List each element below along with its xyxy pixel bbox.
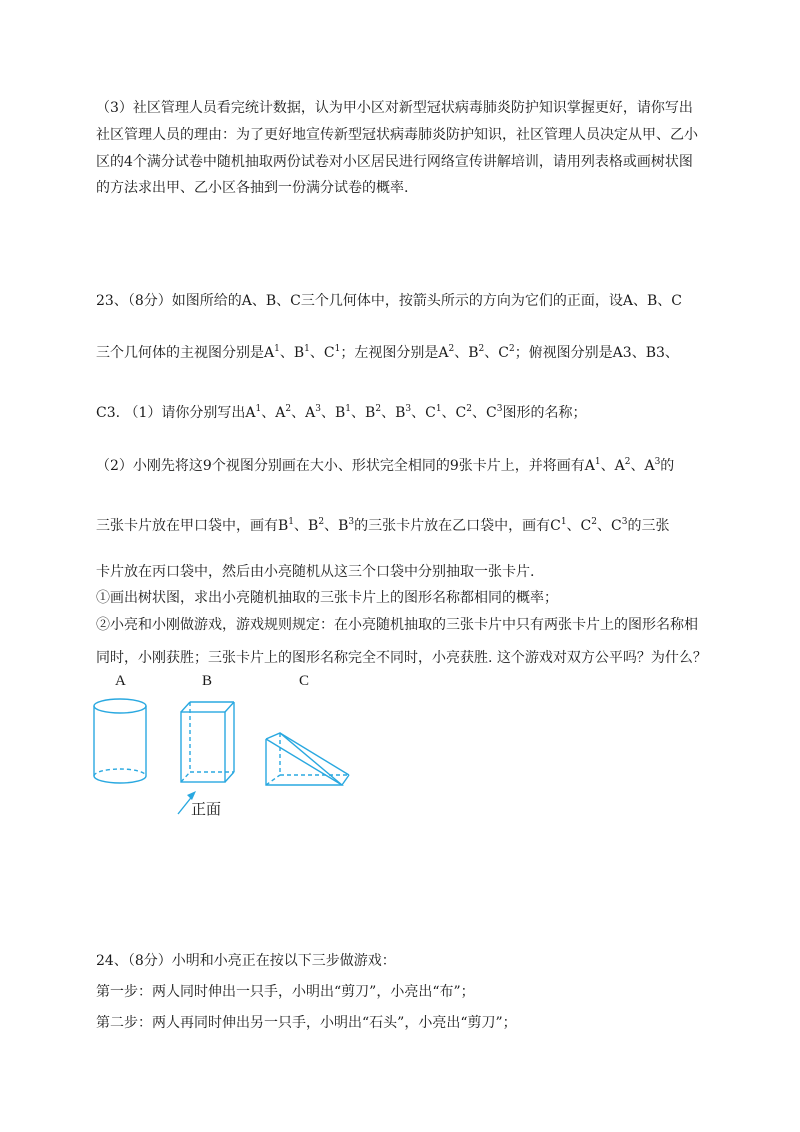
cylinder-a	[94, 699, 146, 783]
sup: 1	[594, 457, 601, 467]
q23-line6: 卡片放在丙口袋中，然后由小亮随机从这三个口袋中分别抽取一张卡片.	[96, 564, 535, 580]
letter: B	[293, 345, 305, 361]
letter: B	[365, 405, 376, 421]
sup: 3	[654, 457, 661, 467]
letter: B	[338, 518, 349, 534]
q23-line4-post: 的	[660, 458, 675, 474]
q22-part3-line1: （3）社区管理人员看完统计数据，认为甲小区对新型冠状病毒肺炎防护知识掌握更好，请你写出	[96, 100, 693, 116]
letter: C	[580, 518, 592, 534]
sup: 1	[345, 404, 352, 414]
letter: C	[323, 345, 335, 361]
sup: 3	[496, 404, 503, 414]
sup: 2	[318, 517, 325, 527]
sup: 2	[466, 404, 472, 414]
sep: 、	[309, 345, 324, 361]
q23-line7: ①画出树状图，求出小亮随机抽取的三张卡片上的图形名称都相同的概率；	[96, 590, 558, 606]
letter: C	[486, 405, 497, 421]
letter: B	[308, 518, 319, 534]
sup: 1	[304, 344, 310, 354]
q22-part3-line2: 社区管理人员的理由：为了更好地宣传新型冠状病毒肺炎防护知识，社区管理人员决定从甲、乙小	[96, 127, 698, 143]
sep: 、	[411, 405, 426, 421]
q23-line4	[96, 456, 674, 476]
letter: A	[614, 458, 625, 474]
figure-label-b: B	[202, 673, 213, 689]
sep: 、	[381, 405, 396, 421]
q23-line2-post: ；俯视图分别是A3、B3、	[514, 345, 679, 361]
sep: 、	[597, 518, 611, 534]
letter: B	[468, 345, 479, 361]
sep: 、	[630, 458, 645, 474]
q23-line9: 同时，小刚获胜；三张卡片上的图形名称完全不同时，小亮获胜. 这个游戏对双方公平吗？为什么？	[96, 650, 707, 666]
prism-c	[266, 733, 349, 785]
sup: 2	[375, 404, 382, 414]
q24-line3: 第二步：两人再同时伸出另一只手，小明出“石头”，小亮出“剪刀”；	[96, 1015, 517, 1031]
q23-line3-pre: C3. （1）请你分别写出A	[96, 405, 256, 421]
sup: 1	[560, 517, 567, 527]
sep: 、	[279, 345, 294, 361]
q22-part3-line3: 区的4个满分试卷中随机抽取两份试卷对小区居民进行网络宣传讲解培训，请用列表格或画树状图	[96, 154, 693, 170]
sep: 、	[484, 345, 499, 361]
sup: 2	[591, 517, 597, 527]
sup: 3	[621, 517, 628, 527]
letter: C	[611, 518, 622, 534]
figure-label-a: A	[115, 673, 126, 689]
sup: 1	[255, 404, 262, 414]
sup: 2	[448, 344, 455, 354]
sup: 1	[435, 404, 442, 414]
letter: C	[425, 405, 436, 421]
sep: 、	[566, 518, 581, 534]
sup: 1	[334, 344, 341, 354]
sep: 、	[454, 345, 469, 361]
sup: 2	[478, 344, 485, 354]
sup: 2	[285, 404, 292, 414]
sep: 、	[291, 405, 306, 421]
q23-line2-pre: 三个几何体的主视图分别是A	[96, 345, 275, 361]
q23-line1: 23、（8分）如图所给的A、B、C三个几何体中，按箭头所示的方向为它们的正面，设A、B、C	[96, 293, 682, 309]
letter: C	[455, 405, 467, 421]
sep: 、	[261, 405, 276, 421]
letter: A	[275, 405, 286, 421]
sep: 、	[294, 518, 309, 534]
q23-line5	[96, 516, 669, 536]
sep: 、	[472, 405, 486, 421]
q23-line5-mid: 的三张卡片放在乙口袋中，画有C	[354, 518, 561, 534]
letter: C	[498, 345, 509, 361]
letter: B	[395, 405, 406, 421]
q23-line8: ②小亮和小刚做游戏，游戏规则规定：在小亮随机抽取的三张卡片中只有两张卡片上的图形名称相	[96, 617, 698, 633]
sup: 1	[274, 344, 280, 354]
sep: 、	[324, 518, 339, 534]
sup: 3	[348, 517, 355, 527]
q23-line5-post: 的三张	[627, 518, 670, 534]
sup: 2	[508, 344, 515, 354]
q23-line2	[96, 343, 679, 363]
figure-label-c: C	[299, 673, 310, 689]
sep: ；左视图分别是A	[340, 345, 449, 361]
sep: 、	[321, 405, 335, 421]
q23-line4-pre: （2）小刚先将这9个视图分别画在大小、形状完全相同的9张卡片上，并将画有A	[96, 458, 595, 474]
letter: B	[335, 405, 346, 421]
q24-line2: 第一步：两人同时伸出一只手，小明出“剪刀”，小亮出“布”；	[96, 984, 475, 1000]
q24-line1: 24、（8分）小明和小亮正在按以下三步做游戏：	[96, 953, 396, 969]
sup: 3	[315, 404, 321, 414]
letter: A	[644, 458, 655, 474]
sup: 3	[405, 404, 412, 414]
q23-line3	[96, 403, 586, 423]
sep: 、	[351, 405, 366, 421]
sep: 、	[441, 405, 456, 421]
q22-part3-line4: 的方法求出甲、乙小区各抽到一份满分试卷的概率.	[96, 180, 409, 196]
geometry-figures	[86, 692, 366, 822]
sup: 2	[624, 457, 631, 467]
q23-line5-pre: 三张卡片放在甲口袋中，画有B	[96, 518, 289, 534]
front-label: 正面	[191, 800, 222, 818]
q23-line3-post: 图形的名称；	[502, 405, 587, 421]
sup: 1	[288, 517, 295, 527]
cuboid-b	[181, 702, 234, 782]
sep: 、	[600, 458, 615, 474]
letter: A	[305, 405, 316, 421]
